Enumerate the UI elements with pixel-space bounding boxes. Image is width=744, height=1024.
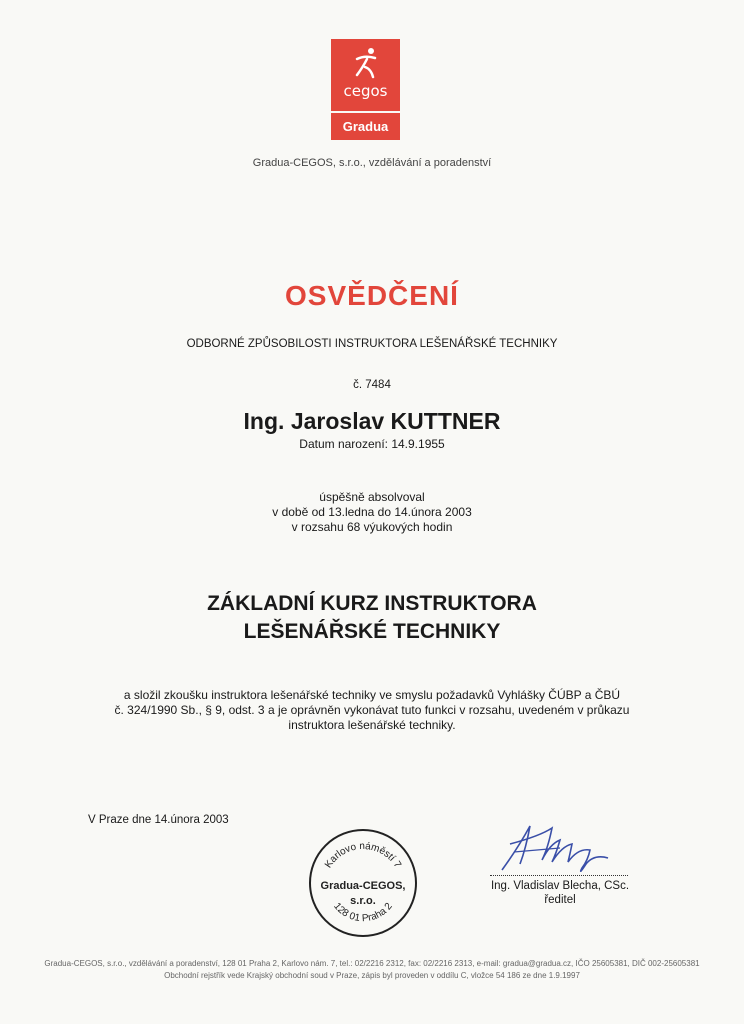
stamp-company-form: s.r.o. <box>350 895 376 907</box>
footer-contact-line: Gradua-CEGOS, s.r.o., vzdělávání a poradenství, 128 01 Praha 2, Karlovo nám. 7, tel.: 02/2216 2312, fax: 02/2216 2313, e-mail: gradua@gradua.cz, IČO 25605381, DIČ 002-25605381 <box>44 959 700 968</box>
company-line: Gradua-CEGOS, s.r.o., vzdělávání a poradenství <box>252 157 492 169</box>
course-title <box>0 590 744 646</box>
certificate-subtitle: ODBORNÉ ZPŮSOBILOSTI INSTRUKTORA LEŠENÁŘSKÉ TECHNIKY <box>186 338 558 350</box>
signer-block <box>480 879 640 907</box>
stamp-address-bottom: 128 01 Praha 2 <box>331 900 395 925</box>
completion-hours: v rozsahu 68 výukových hodin <box>291 520 453 534</box>
handwritten-signature <box>490 818 630 878</box>
stamp-company-name: Gradua-CEGOS, <box>320 880 406 892</box>
statement-line: a složil zkoušku instruktora lešenářské techniky ve smyslu požadavků Vyhlášky ČÚBP a ČBÚ <box>123 688 621 702</box>
logo-red-block <box>331 39 400 111</box>
gradua-cegos-logo <box>331 39 400 140</box>
signature-line <box>490 875 628 876</box>
place-and-date: V Praze dne 14.února 2003 <box>88 814 229 826</box>
signer-role: ředitel <box>544 894 576 906</box>
statement-paragraph <box>0 688 744 733</box>
footer-registry-line: Obchodní rejstřík vede Krajský obchodní soud v Praze, zápis byl proveden v oddílu C, vložce 54 186 ze dne 1.9.1997 <box>164 971 580 980</box>
logo-gradua-text: Gradua <box>331 113 400 140</box>
completion-block <box>0 490 744 535</box>
course-title-line: ZÁKLADNÍ KURZ INSTRUKTORA <box>207 592 537 615</box>
course-title-line: LEŠENÁŘSKÉ TECHNIKY <box>243 620 501 643</box>
cegos-figure-icon <box>349 45 383 81</box>
holder-name: Ing. Jaroslav KUTTNER <box>243 408 501 434</box>
completion-line: úspěšně absolvoval <box>319 490 425 504</box>
completion-period: v době od 13.ledna do 14.února 2003 <box>272 505 472 519</box>
company-stamp <box>307 827 419 939</box>
certificate-number: č. 7484 <box>353 379 391 391</box>
statement-line: instruktora lešenářské techniky. <box>288 718 456 732</box>
certificate-title: OSVĚDČENÍ <box>285 280 459 311</box>
stamp-address-top: Karlovo náměstí 7 <box>323 840 403 871</box>
statement-line: č. 324/1990 Sb., § 9, odst. 3 a je oprávněn vykonávat tuto funkci v rozsahu, uvedeném v průkazu <box>114 703 630 717</box>
signer-name: Ing. Vladislav Blecha, CSc. <box>490 880 630 892</box>
logo-cegos-text: cegos <box>343 82 388 100</box>
holder-birth-date: Datum narození: 14.9.1955 <box>299 437 445 451</box>
footer <box>0 958 744 982</box>
